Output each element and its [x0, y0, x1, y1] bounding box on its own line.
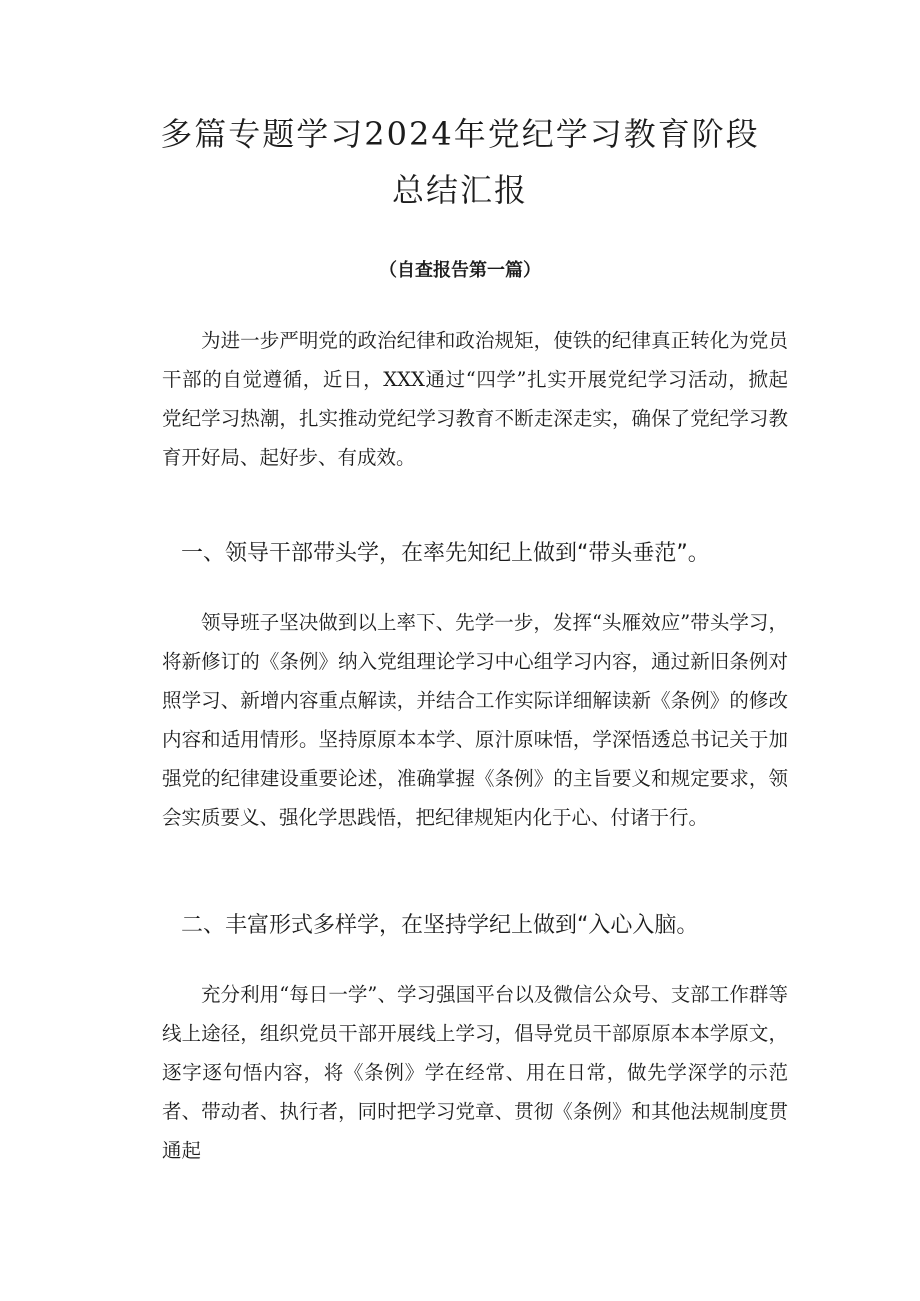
document-title: 多篇专题学习2024年党纪学习教育阶段总结汇报: [160, 115, 760, 209]
section-body-1: 领导班子坚决做到以上率下、先学一步，发挥“头雁效应”带头学习，将新修订的《条例》纳入党组理论学习中心组学习内容，通过新旧条例对照学习、新增内容重点解读，并结合工作实际详细解读新《条例》的修改内容和适用情形。坚持原原本本学、原汁原味悟，学深悟透总书记关于加强党的纪律建设重要论述，准确掌握《条例》的主旨要义和规定要求，领会实质要义、强化学思践悟，把纪律规矩内化于心、付诸于行。: [162, 611, 788, 829]
document-subtitle: （自查报告第一篇）: [379, 260, 541, 281]
section-heading-2: 二、丰富形式多样学，在坚持学纪上做到“入心入脑。: [181, 913, 699, 938]
intro-paragraph: 为进一步严明党的政治纪律和政治规矩，使铁的纪律真正转化为党员干部的自觉遵循，近日，XXX通过“四学”扎实开展党纪学习活动，掀起党纪学习热潮，扎实推动党纪学习教育不断走深走实，确保了党纪学习教育开好局、起好步、有成效。: [162, 329, 788, 469]
section-heading-1: 一、领导干部带头学，在率先知纪上做到“带头垂范”。: [181, 541, 710, 566]
section-body-2: 充分利用“每日一学”、学习强国平台以及微信公众号、支部工作群等线上途径，组织党员干部开展线上学习，倡导党员干部原原本本学原文，逐字逐句悟内容，将《条例》学在经常、用在日常，做先学深学的示范者、带动者、执行者，同时把学习党章、贯彻《条例》和其他法规制度贯通起: [162, 983, 788, 1162]
